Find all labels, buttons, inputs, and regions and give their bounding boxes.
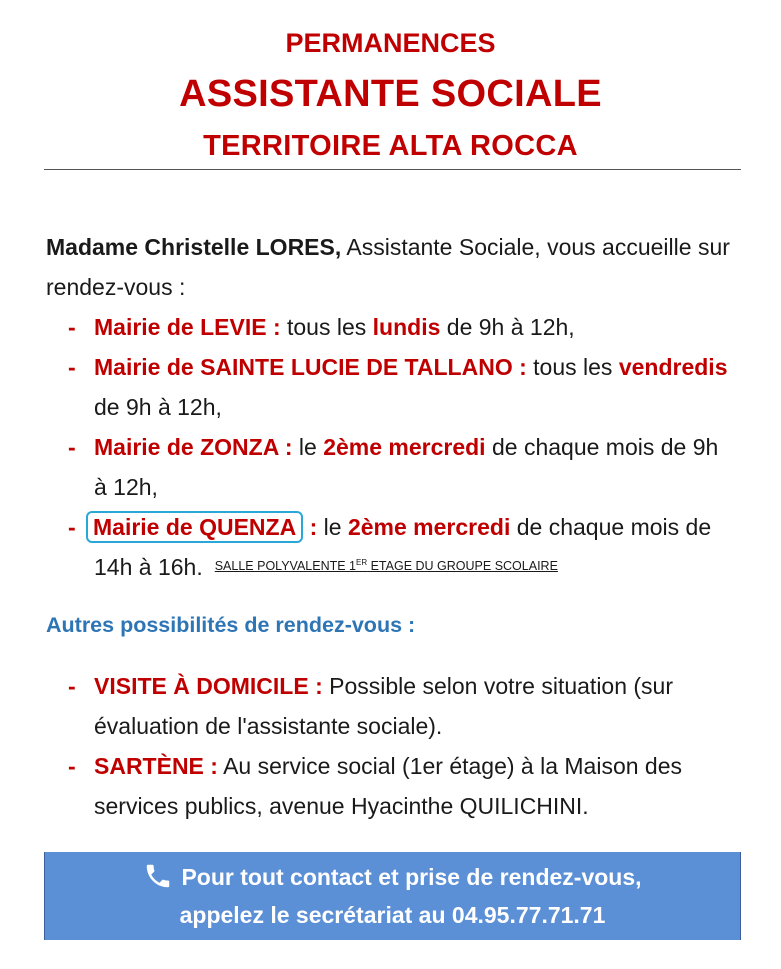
item-text: de 9h à 12h, <box>440 314 575 340</box>
note-sup: ER <box>356 557 368 567</box>
contact-text: Pour tout contact et prise de rendez-vous, <box>181 864 642 890</box>
note-text: SALLE POLYVALENTE 1 <box>214 559 356 573</box>
place-zonza: Mairie de ZONZA : <box>94 434 293 460</box>
list-item <box>46 427 736 507</box>
list-item <box>46 307 736 347</box>
item-text: de chaque mois de 9h à 12h, <box>94 434 719 500</box>
bullet-dash: - <box>68 354 76 380</box>
contact-line-2: appelez le secrétariat au 04.95.77.71.71 <box>179 902 606 928</box>
item-text: tous les <box>280 314 373 340</box>
intro-name: Madame Christelle LORES, <box>46 234 342 260</box>
sartene-label: SARTÈNE : <box>94 753 218 779</box>
header-assistante-sociale: ASSISTANTE SOCIALE <box>179 73 602 115</box>
place-levie: Mairie de LEVIE : <box>94 314 281 340</box>
intro-text: Assistante Sociale, vous accueille sur rendez-vous : <box>46 234 730 300</box>
contact-line-1 <box>45 858 740 896</box>
list-item <box>46 746 736 826</box>
note-text: ETAGE DU GROUPE SCOLAIRE <box>367 559 558 573</box>
bullet-dash: - <box>68 434 76 460</box>
list-item <box>46 666 736 746</box>
item-text: Au service social (1er étage) à la Maison des services publics, avenue Hyacinthe QUILICHINI. <box>94 753 683 819</box>
intro-paragraph <box>46 227 736 307</box>
permanences-list <box>46 307 736 591</box>
autres-heading: Autres possibilités de rendez-vous : <box>46 613 416 637</box>
item-text: le <box>317 514 348 540</box>
quenza-location-note <box>215 559 558 573</box>
item-text: Possible selon votre situation (sur évaluation de l'assistante sociale). <box>94 673 674 739</box>
contact-box <box>44 852 741 940</box>
day-highlight: 2ème mercredi <box>323 434 486 460</box>
header-territoire: TERRITOIRE ALTA ROCCA <box>203 130 578 162</box>
place-quenza-highlighted: Mairie de QUENZA <box>86 511 303 543</box>
header-permanences: PERMANENCES <box>285 28 496 58</box>
colon: : <box>303 514 318 540</box>
bullet-dash: - <box>68 514 76 540</box>
bullet-dash: - <box>68 314 76 340</box>
place-sainte-lucie: Mairie de SAINTE LUCIE DE TALLANO : <box>94 354 527 380</box>
visite-domicile-label: VISITE À DOMICILE : <box>94 673 323 699</box>
bullet-dash: - <box>68 673 76 699</box>
phone-icon <box>143 861 173 891</box>
bullet-dash: - <box>68 753 76 779</box>
day-highlight: vendredis <box>618 354 728 380</box>
list-item <box>46 347 736 427</box>
header-divider <box>44 169 741 170</box>
autres-list <box>46 666 736 826</box>
item-text: tous les <box>526 354 619 380</box>
item-text: le <box>292 434 324 460</box>
list-item <box>46 507 736 591</box>
item-text: de chaque mois de 14h à 16h. <box>94 514 712 580</box>
day-highlight: 2ème mercredi <box>347 514 511 540</box>
day-highlight: lundis <box>372 314 441 340</box>
item-text: de 9h à 12h, <box>94 394 222 420</box>
